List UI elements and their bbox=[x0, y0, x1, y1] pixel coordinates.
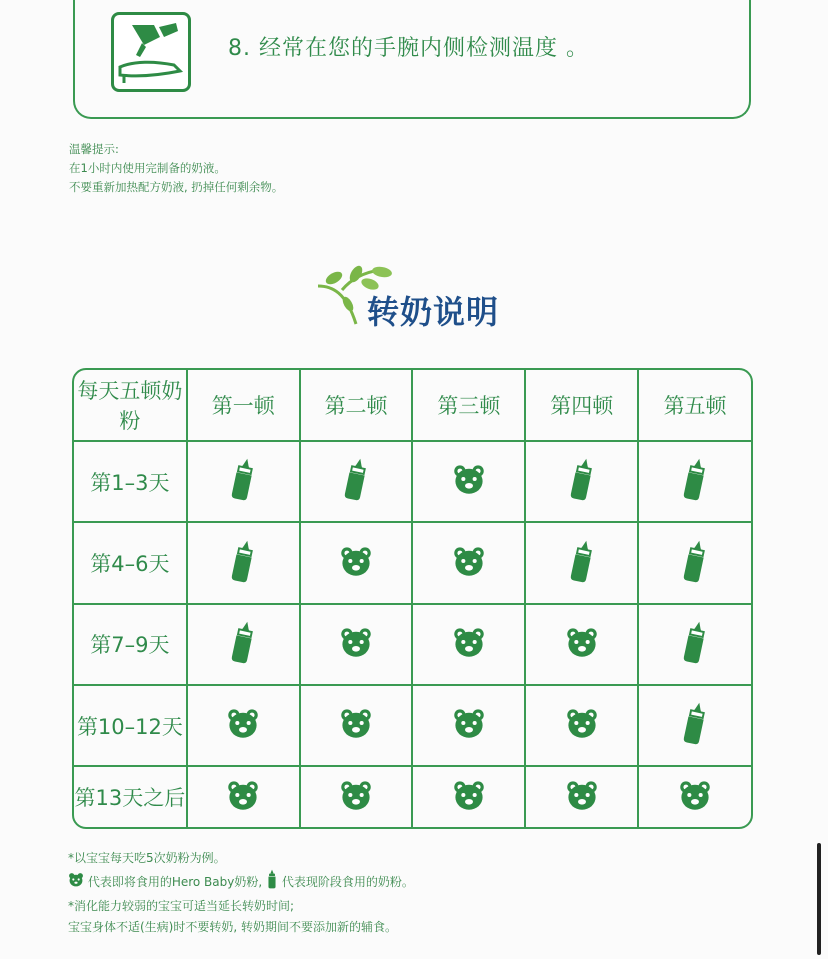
table-cell bbox=[187, 604, 300, 685]
bear-icon bbox=[339, 626, 373, 663]
bear-icon bbox=[452, 463, 486, 500]
tips-line: 在1小时内使用完制备的奶液。 bbox=[69, 161, 226, 175]
hand-temperature-icon bbox=[111, 12, 191, 92]
table-cell bbox=[412, 441, 525, 522]
notes-block bbox=[68, 848, 414, 938]
table-cell bbox=[300, 685, 413, 766]
bottle-icon bbox=[343, 457, 369, 506]
legend-bear-text: 代表即将食用的Hero Baby奶粉, bbox=[87, 875, 263, 889]
bear-icon bbox=[452, 626, 486, 663]
table-row bbox=[74, 522, 751, 603]
weaning-table bbox=[72, 368, 753, 829]
table-cell bbox=[412, 685, 525, 766]
table-cell bbox=[638, 441, 751, 522]
table-header-cell: 第五顿 bbox=[638, 370, 751, 441]
bear-icon bbox=[678, 779, 712, 816]
table-cell bbox=[525, 441, 638, 522]
table-cell bbox=[412, 766, 525, 827]
step-8-text: 8. 经常在您的手腕内侧检测温度 。 bbox=[228, 36, 589, 61]
table-cell bbox=[638, 766, 751, 827]
bear-icon bbox=[452, 707, 486, 744]
note-line: 宝宝身体不适(生病)时不要转奶, 转奶期间不要添加新的辅食。 bbox=[68, 920, 397, 934]
bottle-icon bbox=[682, 620, 708, 669]
note-line-legend bbox=[68, 869, 414, 896]
table-cell bbox=[525, 766, 638, 827]
table-row bbox=[74, 604, 751, 685]
table-header-cell: 第三顿 bbox=[412, 370, 525, 441]
table-cell bbox=[300, 766, 413, 827]
note-line: *消化能力较弱的宝宝可适当延长转奶时间; bbox=[68, 899, 295, 913]
bear-icon bbox=[339, 707, 373, 744]
tips-block bbox=[69, 140, 283, 197]
table-cell bbox=[638, 604, 751, 685]
table-cell bbox=[525, 604, 638, 685]
table-cell bbox=[525, 685, 638, 766]
bottle-icon bbox=[569, 457, 595, 506]
table-header-cell: 第二顿 bbox=[300, 370, 413, 441]
table-cell bbox=[300, 441, 413, 522]
bear-icon bbox=[565, 779, 599, 816]
table-row bbox=[74, 685, 751, 766]
table-header-cell: 第四顿 bbox=[525, 370, 638, 441]
row-label: 第10–12天 bbox=[74, 685, 187, 766]
section-title: 转奶说明 bbox=[367, 293, 500, 331]
bottle-icon bbox=[569, 539, 595, 588]
bottle-icon bbox=[682, 539, 708, 588]
row-label: 第13天之后 bbox=[74, 766, 187, 827]
bottle-icon bbox=[682, 457, 708, 506]
table-header-row bbox=[74, 370, 751, 441]
bear-icon bbox=[452, 545, 486, 582]
table-cell bbox=[187, 441, 300, 522]
bottle-icon bbox=[230, 620, 256, 669]
note-line: *以宝宝每天吃5次奶粉为例。 bbox=[68, 851, 226, 865]
bottle-icon bbox=[230, 457, 256, 506]
table-cell bbox=[187, 685, 300, 766]
bear-icon bbox=[565, 626, 599, 663]
table-cell bbox=[412, 604, 525, 685]
table-header-cell: 第一顿 bbox=[187, 370, 300, 441]
scrollbar[interactable] bbox=[817, 843, 821, 955]
table-cell bbox=[638, 685, 751, 766]
tips-line: 不要重新加热配方奶液, 扔掉任何剩余物。 bbox=[69, 180, 284, 194]
tips-title: 温馨提示: bbox=[69, 142, 119, 156]
row-label: 第4–6天 bbox=[74, 522, 187, 603]
row-label: 第1–3天 bbox=[74, 441, 187, 522]
bear-icon bbox=[565, 707, 599, 744]
bear-icon bbox=[226, 707, 260, 744]
bottle-icon bbox=[230, 539, 256, 588]
bear-icon bbox=[339, 545, 373, 582]
table-header-cell: 每天五顿奶粉 bbox=[74, 370, 187, 441]
row-label: 第7–9天 bbox=[74, 604, 187, 685]
table-row bbox=[74, 766, 751, 827]
bottle-icon bbox=[266, 869, 278, 896]
bear-icon bbox=[452, 779, 486, 816]
table-cell bbox=[300, 604, 413, 685]
table-cell bbox=[187, 766, 300, 827]
table-cell bbox=[412, 522, 525, 603]
table-row bbox=[74, 441, 751, 522]
bear-icon bbox=[339, 779, 373, 816]
table-cell bbox=[638, 522, 751, 603]
table-cell bbox=[525, 522, 638, 603]
bear-icon bbox=[68, 872, 84, 894]
bear-icon bbox=[226, 779, 260, 816]
table-cell bbox=[300, 522, 413, 603]
legend-bottle-text: 代表现阶段食用的奶粉。 bbox=[281, 875, 414, 889]
table-cell bbox=[187, 522, 300, 603]
bottle-icon bbox=[682, 701, 708, 750]
